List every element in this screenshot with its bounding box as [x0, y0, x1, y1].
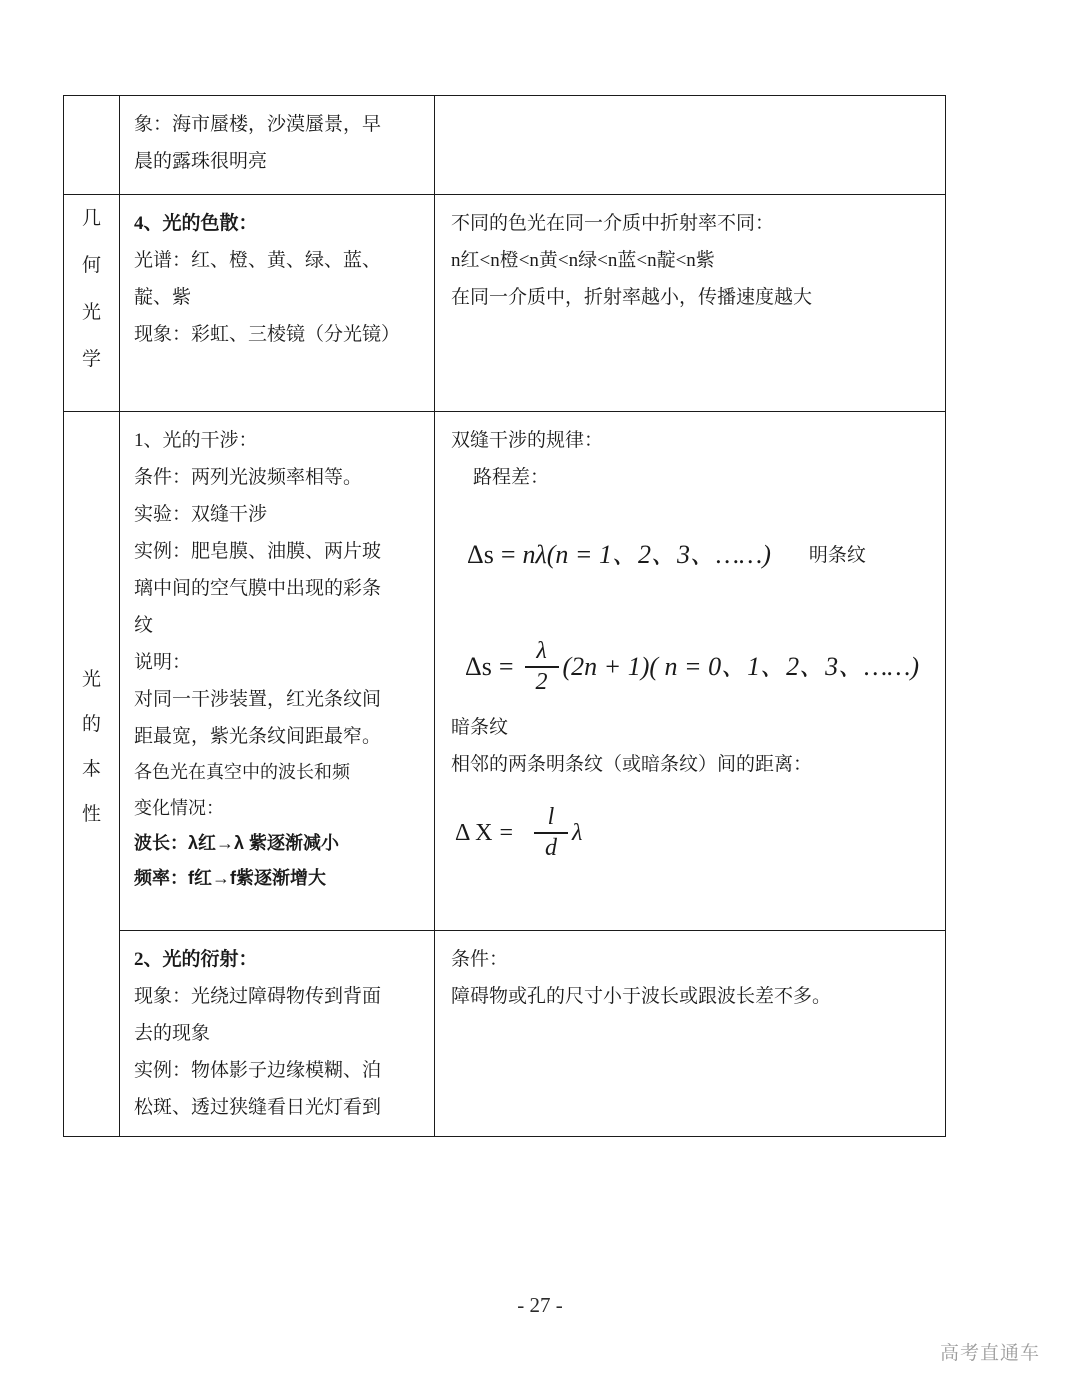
category-cell-nature-of-light — [64, 412, 120, 1137]
category-label-vertical — [64, 195, 119, 403]
formula-label-dark: 暗条纹 — [451, 717, 509, 739]
text-line-emphasis: 各色光在真空中的波长和频 — [134, 762, 350, 783]
text-line: 松斑、透过狭缝看日光灯看到 — [134, 1096, 382, 1118]
detail-cell-diffraction — [435, 930, 946, 1136]
text-line-frequency: 频率：f红→f紫逐渐增大 — [134, 867, 326, 888]
text-line: n红<n橙<n黄<n绿<n蓝<n靛<n紫 — [451, 250, 715, 272]
category-char: 性 — [81, 804, 101, 825]
formula-equals: = — [498, 651, 514, 681]
fraction-numerator: λ — [536, 637, 547, 664]
text-line: 障碍物或孔的尺寸小于波长或跟波长差不多。 — [451, 985, 832, 1007]
content-cell-mirage — [120, 96, 435, 195]
content-cell-diffraction — [120, 930, 435, 1136]
detail-cell-mirage — [435, 96, 946, 195]
text-line-heading: 双缝干涉的规律： — [451, 430, 604, 451]
formula-rhs: nλ(n = 1、2、3、……) — [522, 540, 771, 570]
detail-cell-interference — [435, 412, 946, 931]
formula-equals: = — [499, 820, 513, 847]
formula-dark-fringe — [465, 639, 935, 695]
text-line: 现象：彩虹、三棱镜（分光镜） — [134, 324, 401, 346]
text-line-wavelength: 波长：λ红→λ 紫逐渐减小 — [134, 832, 340, 853]
formula-lhs: Δs — [465, 651, 492, 681]
table-row — [64, 930, 946, 1136]
fraction-denominator: d — [545, 835, 557, 862]
table-row — [64, 412, 946, 931]
table-row — [64, 195, 946, 412]
content-cell-interference — [120, 412, 435, 931]
formula-bright-fringe — [467, 530, 935, 581]
formula-equals: = — [500, 540, 516, 570]
text-line-heading: 2、光的衍射： — [134, 948, 258, 970]
text-line: 实验：双缝干涉 — [134, 504, 268, 526]
formula-lhs: Δs — [467, 540, 494, 570]
page-number: - 27 - — [517, 1293, 563, 1317]
text-line-subheading: 路程差： — [473, 467, 550, 489]
text-line: 靛、紫 — [134, 287, 192, 309]
text-line: 象：海市蜃楼，沙漠蜃景，早 — [134, 114, 382, 135]
text-line-heading: 1、光的干涉： — [134, 430, 258, 451]
text-line: 光谱：红、橙、黄、绿、蓝、 — [134, 250, 382, 272]
text-line: 晨的露珠很明亮 — [134, 151, 268, 173]
category-char: 光 — [81, 669, 101, 690]
fraction-l-over-d — [534, 805, 568, 861]
formula-lhs: Δ X — [455, 820, 493, 847]
category-char: 本 — [81, 759, 101, 780]
fraction-lambda-over-2 — [525, 639, 559, 695]
text-line: 去的现象 — [134, 1022, 211, 1044]
category-char: 学 — [81, 349, 101, 370]
formula-label-bright: 明条纹 — [808, 544, 866, 566]
formula-rhs: (2n + 1)( n = 0、1、2、3、……) — [562, 651, 919, 681]
text-line: 条件：两列光波频率相等。 — [134, 467, 363, 489]
text-line-heading: 4、光的色散： — [134, 213, 258, 234]
category-cell-geometric-optics — [64, 195, 120, 412]
category-char: 的 — [81, 714, 101, 735]
formula-rhs: λ — [572, 820, 583, 847]
text-line: 对同一干涉装置，红光条纹间 — [134, 689, 382, 711]
content-cell-dispersion — [120, 195, 435, 412]
text-line: 距最宽，紫光条纹间距最窄。 — [134, 726, 382, 748]
text-line: 璃中间的空气膜中出现的彩条 — [134, 578, 382, 600]
text-line: 现象：光绕过障碍物传到背面 — [134, 985, 382, 1007]
watermark: 高考直通车 — [939, 1343, 1040, 1364]
category-char: 几 — [81, 208, 101, 229]
text-line: 说明： — [134, 652, 192, 674]
text-line: 不同的色光在同一介质中折射率不同： — [451, 213, 775, 234]
text-line-emphasis: 变化情况： — [134, 797, 224, 818]
text-line: 实例：物体影子边缘模糊、泊 — [134, 1059, 382, 1081]
category-cell-empty-1 — [64, 96, 120, 195]
formula-fringe-spacing — [455, 805, 935, 861]
text-line-spacing-intro: 相邻的两条明条纹（或暗条纹）间的距离： — [451, 754, 813, 776]
category-char: 何 — [81, 255, 101, 276]
detail-cell-dispersion — [435, 195, 946, 412]
fraction-bar — [525, 666, 559, 668]
physics-notes-table — [63, 95, 946, 1137]
category-label-vertical — [64, 412, 119, 856]
table-row — [64, 96, 946, 195]
fraction-denominator: 2 — [535, 668, 548, 695]
text-line: 实例：肥皂膜、油膜、两片玻 — [134, 541, 382, 563]
fraction-bar — [534, 832, 568, 834]
fraction-numerator: l — [547, 804, 555, 831]
text-line: 纹 — [134, 615, 154, 637]
text-line: 在同一介质中，折射率越小，传播速度越大 — [451, 287, 813, 309]
category-char: 光 — [81, 302, 101, 323]
text-line-heading: 条件： — [451, 948, 509, 970]
